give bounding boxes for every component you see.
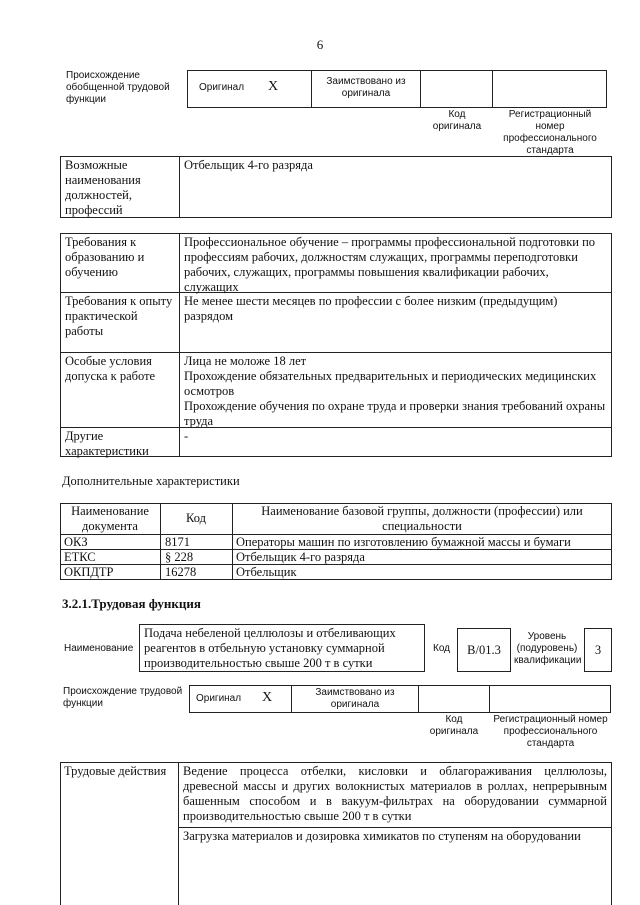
row-doc: ОКЗ [64,535,88,549]
divider [420,70,421,108]
divider [489,685,490,713]
action-item: Загрузка материалов и дозировка химикатов по ступеням на оборудовании [183,829,581,843]
experience-label: Требования к опыту практической работы [65,294,173,338]
code-caption: Код оригинала [429,714,479,737]
origin-label: Происхождение обобщенной трудовой функции [66,70,170,105]
level-value: 3 [594,643,602,657]
code-label: Код [433,643,451,654]
row-code: 8171 [165,535,190,549]
divider [60,352,612,353]
reg-caption: Регистрационный номер профессионального стандарта [503,109,597,156]
other-label: Другие характеристики [65,429,149,458]
education-value: Профессиональное обучение – программы профессиональной подготовки по профессиям рабочих, должностям служащих, программы переподготовки рабочих, служащих, программы повышения квалификации рабочих, служащих [184,235,596,294]
actions-label: Трудовые действия [64,764,167,778]
other-value: - [184,429,189,443]
conditions-value-1: Лица не моложе 18 лет [184,354,307,368]
divider [179,233,180,457]
divider [291,685,292,713]
divider [179,156,180,218]
level-label: Уровень (подуровень) квалификации [514,631,582,666]
row-code: § 228 [165,550,194,564]
borrowed-label: Заимствовано из оригинала [315,687,395,710]
action-item: Ведение процесса отбелки, кисловки и облагораживания целлюлозы, древесной массы и других волокнистых материалов в роллах, непрерывным башенным способом и в вакуум-фильтрах на оборудовании суммарной производительностью свыше 200 т в сутки [183,764,607,823]
education-label: Требования к образованию и обучению [65,235,145,279]
header-document: Наименование документа [71,504,149,533]
divider [160,503,161,580]
conditions-value-3: Прохождение обучения по охране труда и проверки знания требований охраны труда [184,399,606,428]
original-label: Оригинал [199,82,245,93]
positions-label: Возможные наименования должностей, профессий [65,158,141,217]
function-name-value: Подача небеленой целлюлозы и отбеливающих реагентов в отбельную установку суммарной производительностью свыше 200 т в сутки [144,626,396,670]
original-mark: X [262,690,273,705]
code-value: В/01.3 [467,643,501,657]
reg-caption: Регистрационный номер профессионального стандарта [493,714,608,749]
row-name: Операторы машин по изготовлению бумажной массы и бумаги [236,535,571,549]
header-code: Код [186,511,206,525]
additional-title: Дополнительные характеристики [62,474,240,488]
row-code: 16278 [165,565,197,579]
conditions-label: Особые условия допуска к работе [65,354,156,383]
divider [311,70,312,108]
row-name: Отбельщик 4-го разряда [236,550,365,564]
section-heading: 3.2.1.Трудовая функция [62,596,201,611]
row-doc: ЕТКС [64,550,96,564]
divider [178,762,179,905]
page-number: 6 [316,37,324,52]
borrowed-label: Заимствовано из оригинала [326,76,406,99]
conditions-value-2: Прохождение обязательных предварительных и периодических медицинских осмотров [184,369,597,398]
code-caption: Код оригинала [432,109,482,132]
row-doc: ОКПДТР [64,565,114,579]
experience-value: Не менее шести месяцев по профессии с более низким (предыдущим) разрядом [184,294,558,323]
origin-label: Происхождение трудовой функции [63,686,183,709]
divider [232,503,233,580]
divider [418,685,419,713]
divider [492,70,493,108]
row-name: Отбельщик [236,565,297,579]
name-label: Наименование [64,643,134,654]
original-mark: X [268,79,279,94]
header-name: Наименование базовой группы, должности (профессии) или специальности [261,504,583,533]
original-label: Оригинал [196,693,242,704]
positions-value: Отбельщик 4-го разряда [184,158,313,172]
divider [178,827,612,828]
